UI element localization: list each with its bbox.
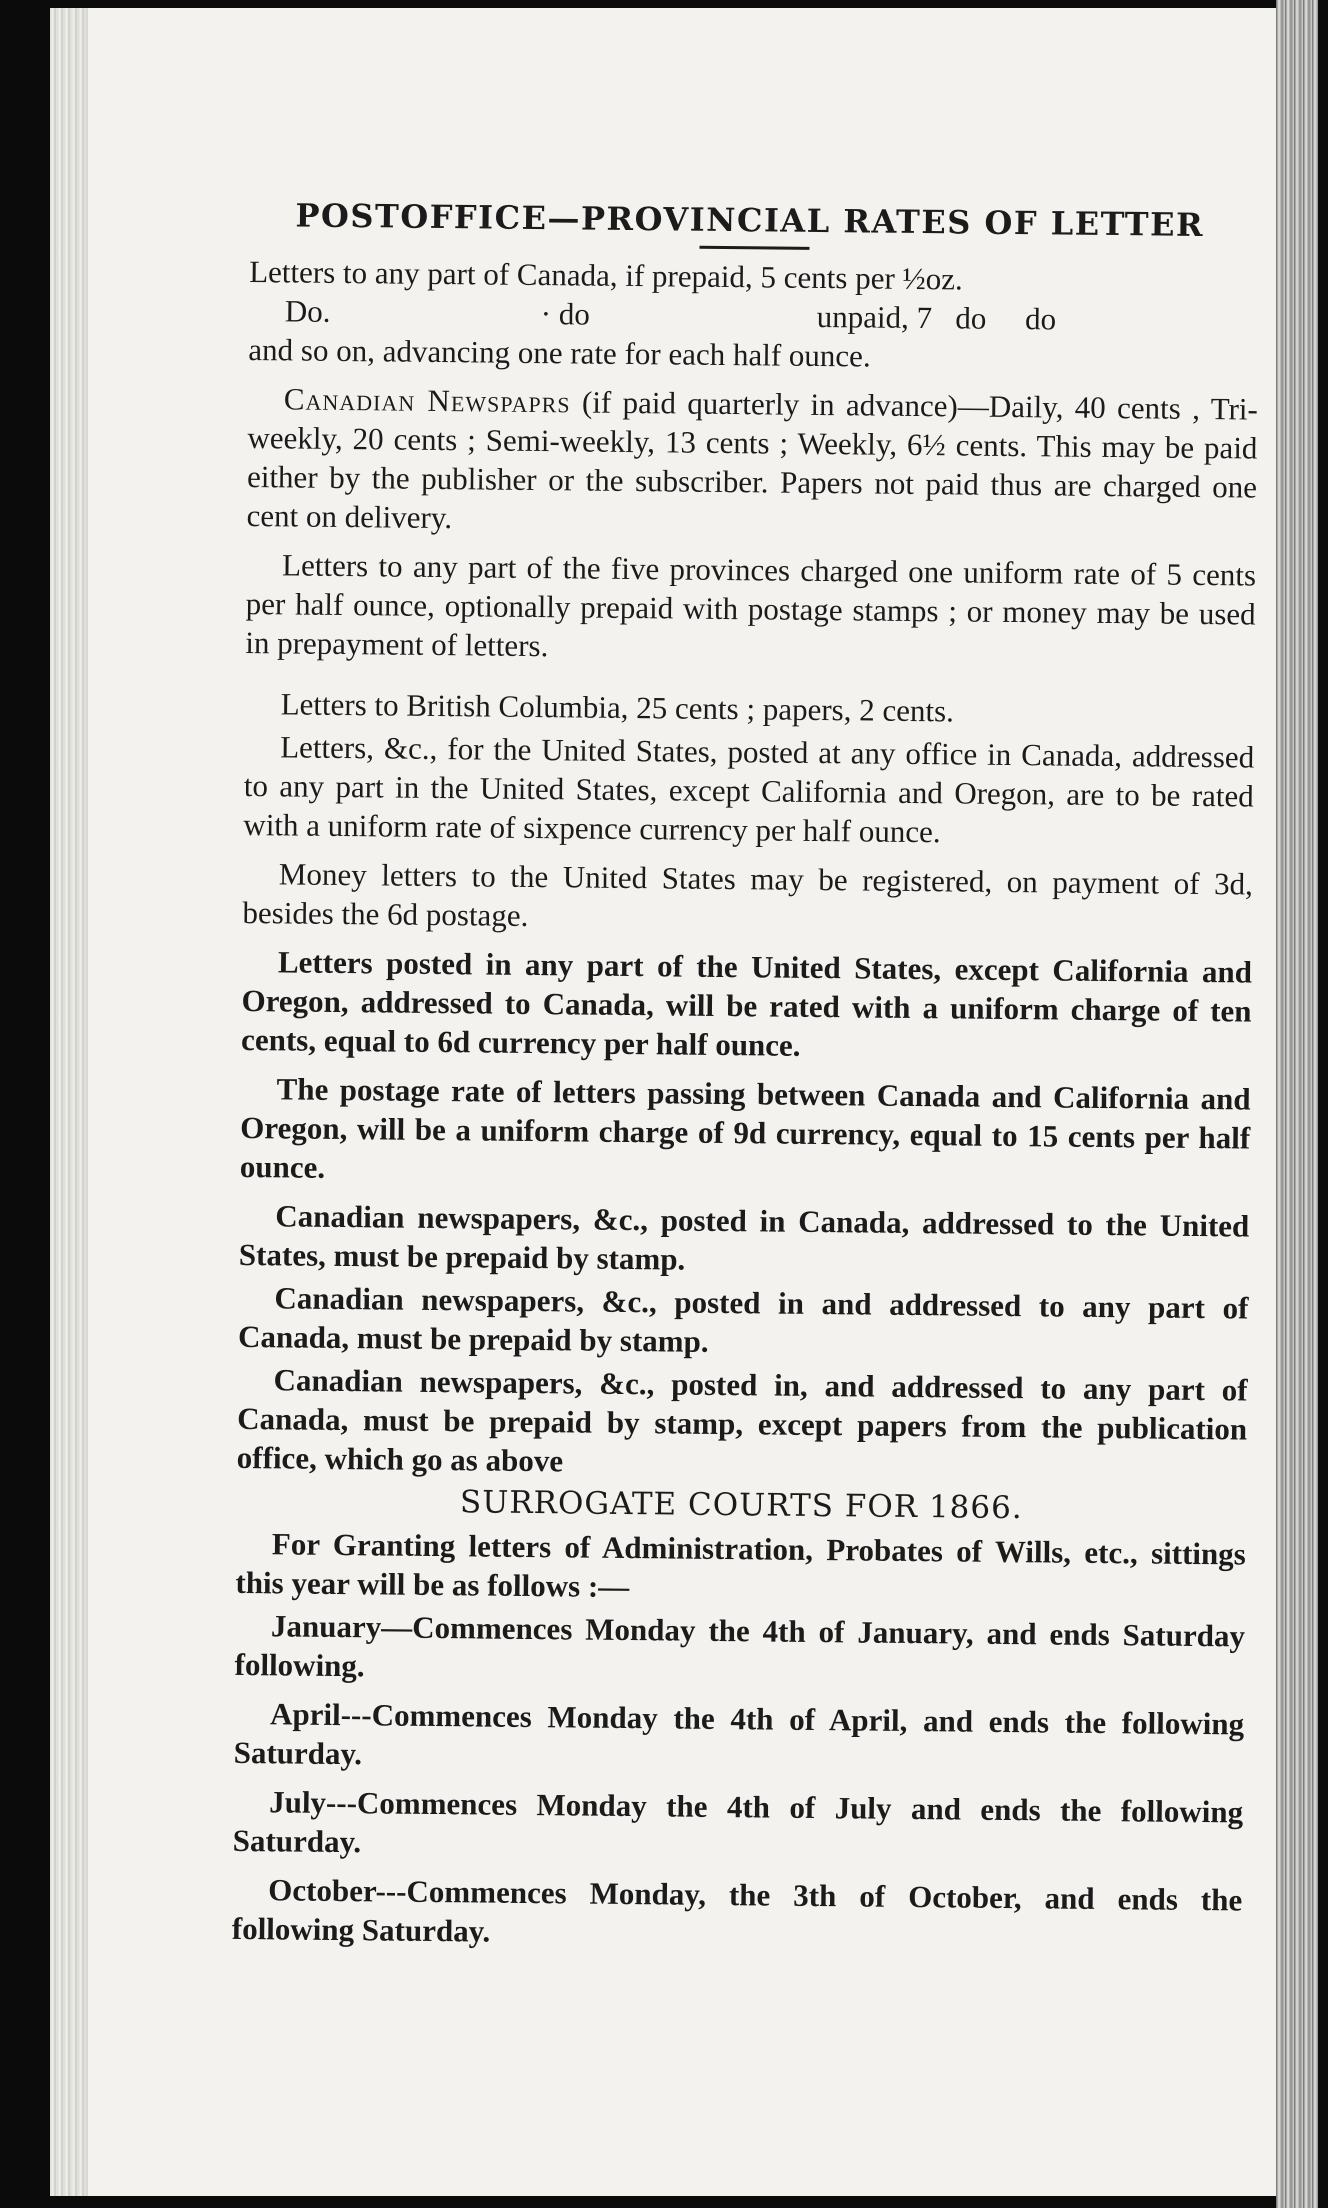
page-edge-left: [50, 8, 88, 2196]
paragraph-british-columbia: Letters to British Columbia, 25 cents ; papers, 2 cents.: [280, 686, 955, 729]
paragraph-us-to-canada: Letters posted in any part of the United States, except California and Oregon, addressed to Canada, will be rated with a uniform charge of ten cents, equal to 6d currency per half ounce.: [240, 944, 1253, 1063]
paragraph-united-states: Letters, &c., for the United States, posted at any office in Canada, addressed to any part in the United States, except California and Oregon, are to be rated with a uniform rate of sixpence currency per half ounce.: [243, 729, 1255, 850]
sitting-october: October---Commences Monday, the 3th of October, and ends the following Saturday.: [231, 1872, 1243, 1949]
page-edge-right: [1276, 0, 1318, 2208]
sitting-july: July---Commences Monday the 4th of July and ends the following Saturday.: [232, 1784, 1244, 1860]
rate-line-prepaid: Letters to any part of Canada, if prepaid, 5 cents per ½oz.: [249, 253, 963, 297]
surrogate-heading: SURROGATE COURTS FOR 1866.: [459, 1484, 1023, 1527]
rate-unpaid: unpaid, 7 do do: [816, 298, 1057, 337]
newspaper-rates: [246, 379, 1258, 546]
newspaper-rates-text: (if paid quarterly in advance)—Daily, 40 cents , Tri-weekly, 20 cents ; Semi-weekly, 13 cents ; Weekly, 6½ cents. This may be paid either by the publisher or the subscriber. Papers not paid thus are charged one cent on delivery.: [246, 384, 1259, 536]
paragraph-five-provinces: Letters to any part of the five provinces charged one uniform rate of 5 cents per half ounce, optionally prepaid with postage stamps ; or money may be used in prepayment of letters.: [245, 547, 1257, 664]
page-text: [232, 196, 1260, 1968]
title-rule: [699, 246, 809, 250]
sitting-april: April---Commences Monday the 4th of April, and ends the following Saturday.: [233, 1696, 1245, 1772]
paragraph-money-letters: Money letters to the United States may be registered, on payment of 3d, besides the 6d postage.: [242, 856, 1254, 933]
rate-do-1: Do.: [284, 293, 331, 329]
paragraph-newspapers-canada: Canadian newspapers, &c., posted in and addressed to any part of Canada, must be prepaid by stamp.: [237, 1280, 1249, 1359]
sitting-january: January—Commences Monday the 4th of January, and ends Saturday following.: [234, 1608, 1246, 1684]
newspaper-rates-label: Canadian Newspaprs: [283, 381, 571, 420]
surrogate-intro: For Granting letters of Administration, Probates of Wills, etc., sittings this year will be as follows :—: [235, 1526, 1247, 1605]
paragraph-california-oregon: The postage rate of letters passing between Canada and California and Oregon, will be a uniform charge of 9d currency, equal to 15 cents per half ounce.: [239, 1071, 1251, 1185]
paragraph-newspapers-publication: Canadian newspapers, &c., posted in, and addressed to any part of Canada, must be prepaid by stamp, except papers from the publication office, which go as above: [236, 1362, 1248, 1479]
rate-do-2: · do: [540, 296, 591, 332]
rate-line-advancing: and so on, advancing one rate for each half ounce.: [248, 331, 871, 374]
page-title: POSTOFFICE—PROVINCIAL RATES OF LETTER: [295, 196, 1205, 244]
paragraph-newspapers-us: Canadian newspapers, &c., posted in Canada, addressed to the United States, must be prepaid by stamp.: [238, 1198, 1250, 1277]
